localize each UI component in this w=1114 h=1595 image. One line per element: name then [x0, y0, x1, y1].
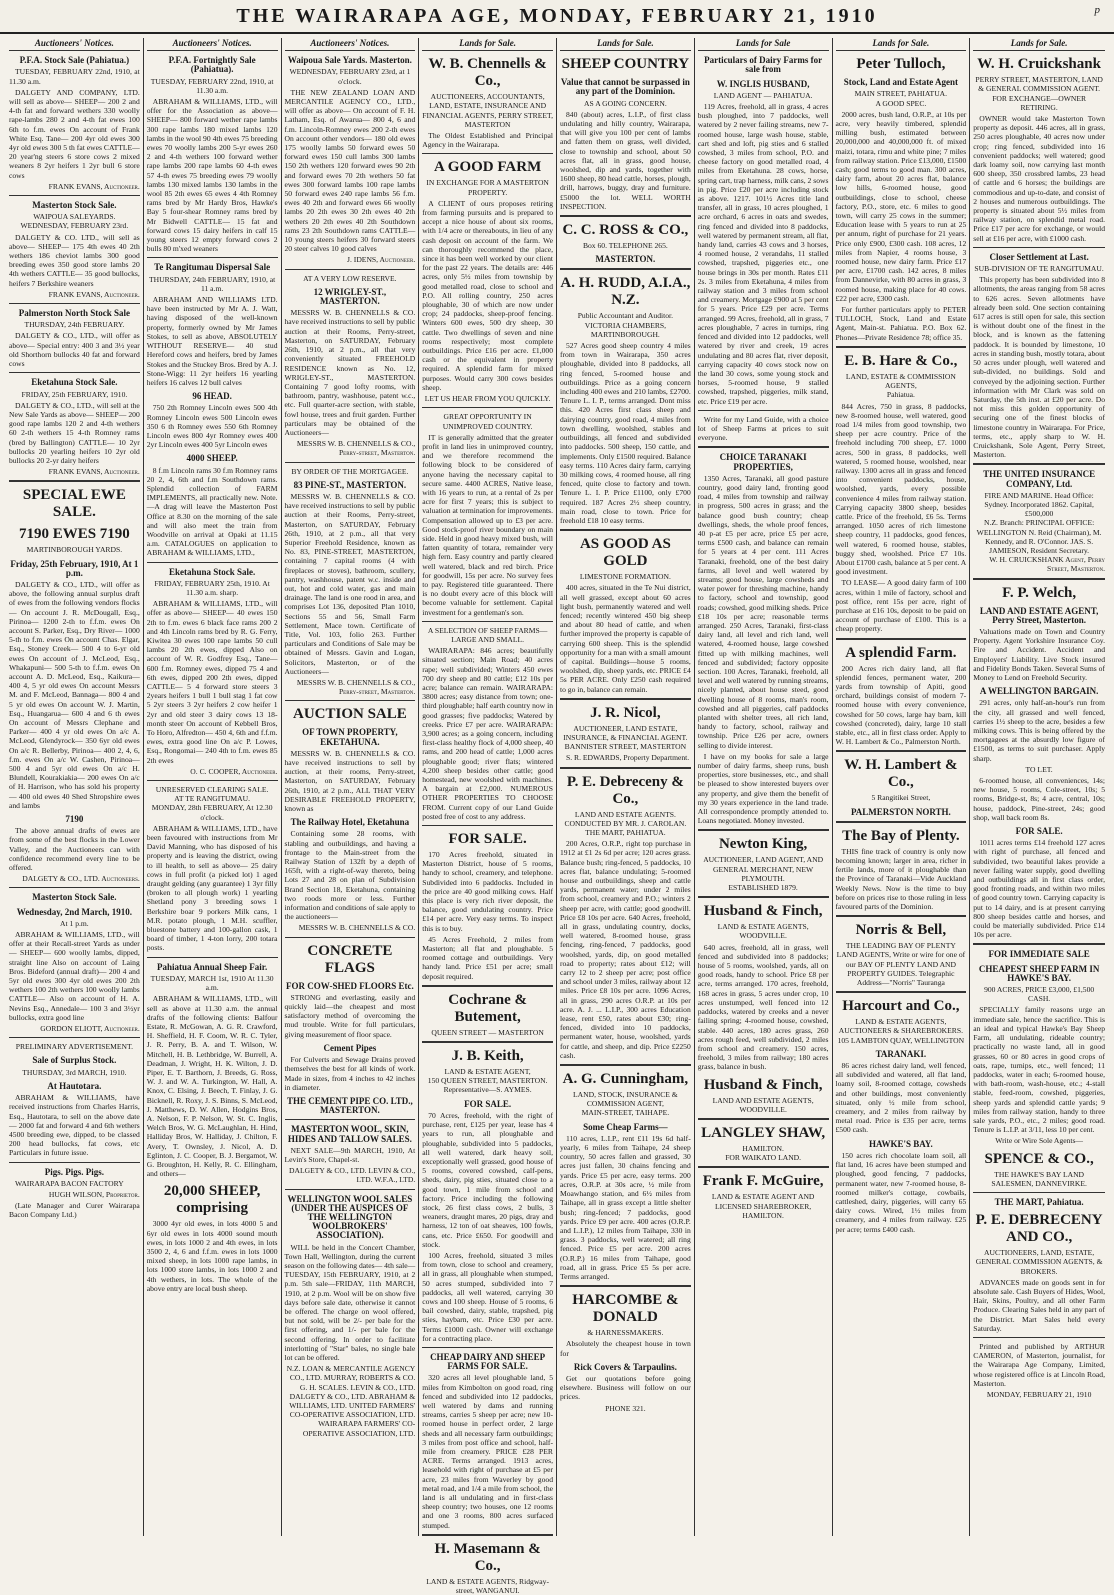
newspaper-title: THE WAIRARAPA AGE, MONDAY, FEBRUARY 21, 1910 — [236, 4, 878, 27]
ad-body-text: 291 acres, only half-an-hour's run from the city, all grassed and well fenced, carries 1½ sheep to the acre, besides a few milking cows. This is being offered by the mortgagees at the absurdly low figure of £1500, as terms to suit purchaser. Apply sharp. — [973, 698, 1105, 763]
ad-heading: LAND AND ESTATE AGENT, Perry Street, Masterton. — [979, 605, 1099, 625]
ad-centered-line: AT TE RANGITUMAU. — [174, 794, 251, 804]
ad-body-text: OWNER would take Masterton Town property as deposit. 446 acres, all in grass, 250 acres ploughable, 40 acres now under crop; ring fenced, subdivided into 16 convenient paddocks; well watered; good dark loamy soil, now carrying last month 600 sheep, 350 crossbred lambs, 23 head of cattle and 6 horses; the buildings are commodious and up-to-date, and consist of 2 houses and numerous outbuildings. The property is situated about 5½ miles from railway station, on splendid metal road. Price £17 per acre for exchange, or would sell at £16 per acre, with £1000 cash. — [973, 114, 1105, 243]
divider — [285, 462, 416, 463]
column-5 — [557, 38, 695, 1536]
divider — [147, 562, 278, 563]
ad-body-text: 200 Acres, O.R.P., right top purchase in 1912 at £1 2s 6d per acre; 120 acres grass. Balance bush; ring-fenced, 5 paddocks, 10 acres flat, balance undulating; 5-roomed house and outbuildings, sheep and cattle yards, permanent water; under 2 miles from school, creamery and P.O.; winters 2 sheep per acre, with cattle; good goodwill. Price £8 10s per acre. 640 Acres, freehold, all in grass, undulating country, docks, well watered, 8-roomed house, grass fencing, ring-fenced, 7 paddocks, good woolshed, yards, dip, on good metalled road to property; rates about £12; will carry 12 to 2 sheep per acre; post office and school under 3 miles, railway about 12 miles. Price £8 10s per acre. 1096 Acres, all in grass, 290 acres O.R.P. at 10s per acre. A. J. ... L.I.P., 300 acres Education lease, rent £50, rates about £30; ring-fenced, divided into 10 paddocks, permanent water, house, woolshed, yards for cattle, and sheep, and dip. Price £2250 cash. — [560, 839, 691, 1060]
ad-centered-line: LAND & ESTATE AGENTS, WOODVILLE. — [717, 922, 809, 941]
ad-centered-line: BY ORDER OF THE MORTGAGEE. — [291, 466, 409, 476]
ad-body-text: 100 Acres, freehold, situated 3 miles from town, close to school and creamery, all in grass, all ploughable when stumped, 50 acres stumped, subdivided into 7 paddocks, all well watered, carrying 30 cows and 100 sheep. House of 5 rooms, 6 bail cowshed, dairy, stable, trapshed, pig sties, haybarn, etc. Price £30 per acre. Terms £1000 cash. Owner will exchange for a contracting place. — [422, 1250, 553, 1343]
ad-heading: THE UNITED INSURANCE COMPANY, Ltd. — [983, 469, 1096, 489]
column-section-heading: Auctioneers' Notices. — [285, 38, 416, 51]
ad-centered-line: 900 ACRES, PRICE £3,000, £1,500 CASH. — [984, 985, 1095, 1004]
ad-heading: At Hautotara. — [47, 1080, 102, 1091]
ad-body-text: 1011 acres terms £14 freehold 127 acres with right of purchase, all fenced and subdivided, two beautiful lakes provide a never failing water supply, good dwelling and outbuildings all in first class order, good fronting roads, and within two miles of good country town. Carrying capacity is put to 14 dairy, and is at present carrying 800 sheep besides cattle and horses, and could be materially subdivided. Price £14 10s per acre. — [973, 838, 1105, 940]
ad-heading: OF TOWN PROPERTY, EKETAHUNA. — [302, 727, 398, 747]
ad-body-text: DALGETY AND COMPANY, LTD. will sell as above— SHEEP— 200 2 and 4-th fat and forward wethers 330 woolly rape-lambs 280 2 and 4-th fat ewes 100 6th to f.m. ewes On account of Frank White Esq. Tane— 200 4yr old ewes 300 4yr old ewes 300 5 th fat ewes CATTLE— 20 year'ng steers 6 store cows 2 mixed weaners 8 2yr heifers 1 2yr bull 6 store cows — [9, 87, 140, 180]
ad-heading: Masterton Stock Sale. — [32, 892, 117, 903]
divider — [973, 1337, 1105, 1338]
ad-centered-line: UNRESERVED CLEARING SALE. — [155, 785, 269, 795]
ad-centered-line: & HARNESSMAKERS. — [587, 1328, 664, 1338]
ad-body-text: (Late Manager and Curer Wairarapa Bacon Company Ltd.) — [9, 1201, 140, 1220]
ad-centered-line: MAIN STREET, PAHIATUA. — [854, 89, 948, 99]
ad-signature: N.Z. LOAN & MERCANTILE AGENCY CO., LTD. MURRAY, ROBERTS & CO. G. H. SCALES. LEVIN & CO., LTD. DALGETY & CO., LTD. ABRAHAM & WILLIAMS, LTD. UNITED FARMERS' CO-OPERATIVE ASSOCIATION, LTD. WAIRARAPA FARMERS' CO-OPERATIVE ASSOCIATION, LTD. — [286, 1364, 416, 1438]
divider — [836, 915, 967, 917]
divider — [422, 985, 553, 987]
ad-centered-line: 5 Rangitikei Street, — [871, 793, 931, 803]
divider — [285, 700, 416, 701]
divider — [560, 1064, 691, 1066]
ad-display-heading: Norris & Bell, — [855, 922, 947, 939]
ad-heading: Palmerston North Stock Sale — [18, 308, 130, 319]
page-mark: p — [1094, 4, 1100, 16]
column-section-heading: Lands for Sale. — [836, 38, 967, 51]
ad-body-text: Containing some 28 rooms, with stabling and outbuildings, and having a frontage to the Main-street from the Railway Station of 132ft by a depth of 165ft, with a right-of-way thereto, being Lots 27 and 28 on plan of Subdivision Brand Section 18, Eketahuna, containing two roods more or less. Further information and conditions of sale apply to the auctioneers— — [284, 829, 416, 922]
ad-heading: THE MART, Pahiatua. — [994, 1196, 1084, 1207]
ad-heading: 7190 — [65, 814, 84, 825]
ad-body-text: ABRAHAM & WILLIAMS, LTD., will sell as above at 11.30 a.m. the annual drafts of the following clients: Balfour Estate, R. McGowan, A. G. R. Crawford, H. Sheffield, H. F. Coom, W. R. C. Tyler, J. R. Perry, B. A. and T. Wilson, W. Mitchell, H. B. Lethbridge, W. Burrell, A. Deadman, J. Wright, H. K. Wilton, J. D. Piper, E. T. Barthorn, J. Breeds, G. Ross, W. J. and W. A. Turkington, W. Hall, A. Knox, C. Elsing, J. Beech, T. Finlay, J. G. Bicknell, R. Roxy, J. S. Binns, S. McLeod, J. Matthews, D. W. Allen, Hodgins Bros, A. Nelson, F. P. Nelson, W. St. C. Inglis, Welch Bros, W. G. McLaughlan, H. Hind, Halliday Bros, W. Halliday, J. Chilton, F. Avery, T. Ownsley, J. Nicol, A. D. Eglinton, J. C. Cooper, B. J. Bergamot, W. G. Broughton, H. Kelly, R. C. Ellingham, and others— — [146, 994, 278, 1179]
ad-centered-line: Public Accountant and Auditor. VICTORIA CHAMBERS, MARTINBOROUGH. — [577, 311, 674, 339]
ad-display-heading: W. H. Cruickshank — [977, 56, 1101, 73]
ad-body-text: ABRAHAM & WILLIAMS, LTD., will offer at their Recall-street Yards as under— SHEEP— 600 woolly lambs, dipped, straight line Also on account of Laing Bros. Bideford (annual draft)— 200 4 and 5yr old ewes 300 4yr old ewes 200 2th wethers 100 2th wethers 100 woolly lambs CATTLE— Also on account of H. A. Nevins Esq., Annedale— 100 3 and 3½yr bullocks, extra good line — [9, 930, 140, 1022]
ad-body-text: DALGETY & CO. LTD., will sell as above— SHEEP— 175 4th ewes 40 2th wethers 186 cheviot lambs 300 good breeding ewes 350 good store lambs 20 4th wethers CATTLE— 35 good bullocks, heifers 7 Berkshire weaners — [9, 232, 140, 288]
ad-heading: FOR COW-SHED FLOORS Etc. — [286, 980, 414, 991]
ad-display-heading: H. Masemann & Co., — [434, 1540, 541, 1574]
ad-body-text: For further particulars apply to PETER TULLOCH, Stock, Land and Estate Agent, Main-st. Pahiatua. P.O. Box 62. Phones—Private Residence 78; office 35. — [835, 305, 967, 342]
ad-heading: Pahiatua Annual Sheep Fair. — [157, 961, 268, 972]
ad-heading: PALMERSTON NORTH. — [850, 806, 951, 817]
ad-centered-line: LAND AGENT — PAHIATUA. — [713, 90, 813, 100]
ad-body-text: TUESDAY, FEBRUARY 22nd, 1910, at 11.30 a.m. — [9, 67, 140, 86]
ad-heading: Sale of Surplus Stock. — [32, 1055, 117, 1066]
ad-centered-line: WEDNESDAY, FEBRUARY 23rd. — [20, 221, 129, 231]
ad-body-text: MESSRS W. B. CHENNELLS & CO. have received instructions to sell by public auction at their Rooms, Perry-street, Masterton, on SATURDAY, February 26th, 1910, at 2 p.m., all that very conveniently situated FREEHOLD RESIDENCE known as No. 12, WRIGLEY-ST., MASTERTON. Containing 7 good lofty rooms, with bathroom, pantry, washhouse, patent w.c., etc. Full quarter-acre section, with stable, fowl house, trees and fruit garden. Further particulars may be obtained of the Auctioneers— — [284, 308, 416, 437]
ad-centered-line: THURSDAY, 3rd MARCH, 1910. — [22, 1067, 127, 1077]
divider — [9, 887, 140, 888]
column-7 — [833, 38, 971, 1536]
ad-centered-line: LAND, STOCK, INSURANCE & COMMISSION AGENT, — [573, 1090, 678, 1109]
column-2 — [144, 38, 282, 1536]
divider — [698, 446, 829, 448]
ad-heading: P.F.A. Fortnightly Sale (Pahiatua). — [168, 55, 256, 75]
ad-body-text: 3000 4yr old ewes, in lots 4000 5 and 6yr old ewes in lots 4000 sound mouth ewes, in lots 1000 2 and 4th ewes, in lots 3500 2, 4, 6 and f.f.m. ewes in lots 1000 mixed sheep, in lots 1000 rape lambs, in lots 1000 store lambs, in lots 1000 2 and 4th wethers, in lots. The whole of the above entry are local bush sheep. — [146, 1219, 278, 1293]
ad-body-text: 150 acres rich chocolate loam soil, all flat land, 16 acres have been stumped and ploughed, good fencing, 7 paddocks, permanent water, new 7-roomed house, 8-roomed milker's cottage, cowbails, cattleshed, dairy, piggeries, will carry 65 dairy cows. Wired, 1½ miles from creamery, and 4 miles from railway. £25 per acre; terms £400 cash. — [835, 1150, 967, 1234]
divider — [560, 767, 691, 769]
divider — [560, 215, 691, 217]
ad-centered-line: QUEEN STREET — MASTERTON — [431, 1027, 544, 1037]
ad-heading: CHEAP DAIRY AND SHEEP FARMS FOR SALE. — [430, 1351, 546, 1372]
ad-signature: MESSRS W. B. CHENNELLS & CO., Perry-street, Masterton. — [296, 439, 416, 458]
divider — [9, 480, 140, 482]
divider — [285, 1189, 416, 1190]
ad-body-text: WILL be held in the Concert Chamber, Town Hall, Wellington, during the current season on the following dates— 4th sale—TUESDAY, 15th FEBRUARY, 1910, at 2 p.m. 5th sale—FRIDAY, 11th MARCH, 1910, at 2 p.m. Wool will be on show five days before sale date, otherwise it cannot be offered. The charge on wool offered, but not sold, will be 2/- per bale for the first offering, and 1/- per bale for the second offering. In order to facilitate interlotting of "Star" bales, no single bale lot can be offered. — [284, 1242, 416, 1362]
ad-centered-line: A SELECTION OF SHEEP FARMS— LARGE AND SMALL. — [427, 625, 548, 644]
ad-heading: Eketahuna Stock Sale. — [31, 377, 118, 388]
ad-body-text: ABRAHAM & WILLIAMS, have received instructions from Charles Harris, Esq., Hautotara, to sell on the above date— 2000 fat and forward 4 and 6th wethers 4500 breeding ewe, dipped, to be classed 200 head bullocks, fat cows, etc Particulars in future issue. — [9, 1093, 140, 1158]
divider — [698, 1166, 829, 1168]
ad-heading: HAWKE'S BAY. — [868, 1138, 933, 1149]
ad-signature: J. IDENS, Auctioneer. — [347, 255, 416, 265]
ad-heading: Closer Settlement at Last. — [989, 251, 1089, 262]
ad-centered-line: FOR EXCHANGE—OWNER RETIRING. — [992, 93, 1087, 112]
divider — [9, 1162, 140, 1163]
column-section-heading: Lands for Sale. — [560, 38, 691, 51]
divider — [836, 821, 967, 823]
divider — [836, 750, 967, 752]
ad-display-heading: P. E. DEBRECENY AND CO., — [975, 1212, 1103, 1246]
ad-display-heading: Husband & Finch, — [703, 903, 823, 920]
ad-body-text: ABRAHAM & WILLIAMS, LTD., will offer as above— SHEEP— 40 ewes 150 2th to f.m. ewes 6 black face rams 200 2 and 4th Lincoln rams bred by R. G. Ferry, Kiwitea 30 ewes 100 rape lambs 50 cull lambs 20 2th ewes, dipped Also on account of W. R. Godfrey Esq., Tane— 600 f.m. Romney ewes, dipped 75 4 and 6th ewes, dipped 200 2th ewes, dipped CATTLE— 5 4 forward store steers 3 2years heifers 1 bull 1 bull stag 1 fat cow 5 2yr steers 3 2yr heifers 2 cow heifer 1 2yr and old steer 3 dairy cows 13 18-month steer On account of Kebbell Bros, To Horo, Alfredton— 450 4, 6th and f.f.m. ewes, extra good line On a/c P. Lowes, Esq., Rongomai— 240 4th to f.m. ewes 85 2th ewes — [146, 599, 278, 765]
divider — [422, 825, 553, 826]
ad-centered-line: AUCTIONEER, LAND ESTATE, INSURANCE, & FINANCIAL AGENT. — [563, 723, 688, 742]
ad-body-text: 2000 acres, bush land, O.R.P., at 10s per acre, very heavily timbered, splendid milling bush, estimated between 20,000,000 and 40,000,000 ft. of mixed maizi, totara, rimu and white pine; 7 miles from railway station. Price £13,000, £1500 cash; good terms to good man. 300 acres, dairy farm, about 20 acres flat, balance low hills, 6-roomed house, good outbuildings, close to school, cheese factory, P.O., store, etc. 6 miles to good town, will carry 25 cows in the summer; Education lease with 5 years to run at 25 per annum, right of purchase for 21 years. Price only £900, £300 cash. 108 acres, 12 miles from Napier, 4 rooms house, 3 roomed house, new dairy farm. Price £17 per acre, £1700 cash. 142 acres, 8 miles from Dannevirke, with 80 acres in grass, 3 roomed house, making place for 40 cows. £22 per acre, £300 cash. — [835, 109, 967, 303]
ad-centered-line: PHONE 321. — [605, 1403, 646, 1413]
ad-display-heading: SHEEP COUNTRY — [561, 56, 690, 73]
ad-centered-line: LAND & ESTATE AGENT, — [444, 1067, 531, 1077]
divider — [698, 410, 829, 411]
divider — [560, 1285, 691, 1287]
ad-centered-line: WAIPOUA SALEYARDS. — [33, 212, 116, 222]
ad-body-text: Valuations made on Town and Country Property. Agent Yorkshire Insurance Coy. Fire and Accident. Accident and Employers' Liability. Live Stock insured and Fidelity Bonds Taken. Several Sums of Money to Lend on Freehold Security. — [973, 626, 1105, 682]
ad-body-text: ABRAHAM & WILLIAMS, LTD., will offer for the Association as above— SHEEP— 800 forward wether rape lambs 300 rape lambs 180 mixed lambs 120 lambs in the wool 90 4th ewes 75 breeding ewes 70 woolly lambs 200 5-yr ewes 260 2 and 4-th wethers 100 forward wether rape lambs 200 rape lambs 60 4-th ewes 57 4-th ewes 75 breeding ewes 79 woolly lambs 130 mixed lambs 130 lambs in the wool 85 2th ewes 65 ewes 4 4th Romney rams bred by Mr Hardy Bros, Hawke's Bay 5 four-shear Romney rams bred by Mr Bidwell CATTLE— 15 fat and forward cows 15 dairy heifers in calf 15 young steers 12 empty forward cows 2 bulls 80 m'xed weaners — [146, 97, 278, 254]
ad-signature: O. C. COOPER, Auctioneer. — [190, 766, 278, 776]
ad-centered-line: At 1 p.m. — [60, 918, 89, 928]
divider — [560, 529, 691, 531]
ad-centered-line: THE HAWKE'S BAY LAND SALESMEN, DANNEVIRKE. — [991, 1169, 1087, 1188]
ad-body-text: I have on my books for sale a large number of dairy farms, sheep runs, bush properties, store businesses, etc., and shall be pleased to show interested buyers over any property, and give them the benefit of my 30 years experience in the land trade. All correspondence promptly attended to. Loans negotiated. Money invested. — [697, 751, 829, 826]
ad-display-heading: A splendid Farm. — [845, 644, 957, 661]
divider — [973, 247, 1105, 248]
ad-body-text: 6-roomed house, all conveniences, 14s; new house, 5 rooms, Cole-street, 10s; 5 rooms, Bridge-st, 8s; 4 acre, central, 10s; house, paddock, Pine-street, 24s; good shop, wall back room 8s. — [973, 776, 1105, 822]
ad-centered-line: FRIDAY, 25th FEBRUARY, 1910. — [21, 389, 128, 399]
divider — [973, 578, 1105, 580]
ad-body-text: This property has been subdivided into 8 allotments, the areas ranging from 58 acres to 626 acres. Seven allotments have already been sold. One section containing 617 acres is still open for sale, this section is without doubt one of the finest in the block, and is known as the fattening paddock. It is bounded by limestone, 10 acres in standing bush, mostly totara, about 50 acres under plough, well watered and sub-divided, no buildings. Sold and conveyed by the adjoining section. Further information with Mr Clark was sold on Saturday, the 5th inst. at £20 per acre. Do not miss this golden opportunity of securing one of the finest blocks of limestone country in Wairarapa. For Price, terms, etc., apply sharp to W. H. Cruickshank, Sole Agent, Perry Street, Masterton. — [973, 275, 1105, 460]
ad-body-text: For Culverts and Sewage Drains proved themselves the best for all kinds of work. Made in sizes, from 4 inches to 42 inches in diameter. — [284, 1055, 416, 1092]
ad-signature: FRANK EVANS, Auctioneer. — [48, 467, 140, 477]
ad-body-text: DALGETY & CO., LTD., will sell at the New Sale Yards as above— SHEEP— 200 good rape lambs 120 2 and 4-th wethers 60 2-th wethers 15 4-th Romney rams (bred by Ballington) CATTLE— 10 2yr bullocks 20 yearling heifers 10 2yr old bullocks 20 2-yr dairy heifers — [9, 400, 140, 465]
ad-body-text: S. R. EDWARDS, Property Department. — [566, 753, 690, 763]
column-4 — [419, 38, 557, 1595]
ad-centered-line: HAMILTON. — [742, 1143, 784, 1153]
ad-heading: Pigs. Pigs. Pigs. — [44, 1166, 104, 1177]
ad-body-text: The Oldest Established and Principal Agency in the Wairarapa. — [422, 131, 553, 150]
ad-centered-line: WEDNESDAY, FEBRUARY 23rd, at 1 o'clock. — [289, 67, 411, 86]
ad-signature: DALGETY & CO., LTD. Auctioneers. — [22, 874, 140, 884]
ad-centered-line: LAND AND ESTATE AGENTS. CONDUCTED BY MR. J. CAROLAN. THE MART, PAHIATUA. — [564, 809, 687, 837]
divider — [147, 257, 278, 258]
ad-centered-line: LAND AND ESTATE AGENTS, WOODVILLE. — [712, 1095, 814, 1114]
ad-centered-line: THURSDAY, 24th FEBRUARY, 1910, at 11 a.m. — [149, 274, 276, 293]
ad-heading: Friday, 25th February, 1910, At 1 p.m. — [10, 558, 139, 578]
ad-display-heading: 20,000 SHEEP, comprising — [163, 1183, 261, 1217]
ad-centered-line: A GOOD SPEC. — [875, 98, 927, 108]
ad-display-heading: Husband & Finch, — [703, 1076, 823, 1093]
ad-body-text: 400 acres, situated in the Te Nui district, all well grassed, except about 60 acres light bush, permanently watered and well fenced; recently wintered 450 big sheep and about 80 head of cattle, and when further improved the property is capable of carrying 600 sheep. This is the splendid opportunity for a man with a small amount of capital. Buildings—house 5 rooms, woolshed, dip, sheep yards, etc. PRICE £4 5s PER ACRE. Only £250 cash required to go in, balance can remain. — [560, 583, 691, 694]
column-1 — [6, 38, 144, 1536]
ad-display-heading: A GOOD FARM — [434, 159, 542, 176]
divider — [973, 943, 1105, 945]
ad-display-heading: W. B. Chennells & Co., — [428, 56, 547, 90]
ad-centered-line: Pahiatua. — [886, 390, 915, 400]
ad-centered-line: AUCTIONEER, LAND AGENT, AND GENERAL MERCHANT, NEW PLYMOUTH. — [703, 855, 824, 883]
ad-heading: 4000 SHEEP. — [186, 453, 238, 464]
divider — [422, 1041, 553, 1043]
ad-body-text: 750 2th Romney Lincoln ewes 500 4th Romney Lincoln ewes 500 Lincoln ewes 350 6 th Romney ewes 550 6th Romney Lincoln ewes 800 4yr Romney ewes 400 2yr Lincoln ewes 400 5yr Lincoln ewes — [146, 403, 278, 450]
ad-body-text: Write for my Land Guide, with a choice lot of Sheep Farms at prices to suit everyone. — [697, 414, 829, 443]
ad-heading: CHEAPEST SHEEP FARM IN HAWKE'S BAY. — [978, 963, 1100, 983]
ad-heading: P.F.A. Stock Sale (Pahiatua.) — [19, 55, 130, 66]
ad-body-text: 45 Acres Freehold, 2 miles from Masterton; all flat and ploughable. 5 roomed cottage and outbuildings. Very handy land. Price £51 per acre; small deposit required. — [422, 934, 553, 981]
ad-body-text: NEXT SALE—9th MARCH, 1910, At Levin's Store, Chapel-st. — [284, 1145, 416, 1164]
divider — [285, 1119, 416, 1120]
column-6 — [695, 38, 833, 1536]
divider — [422, 1534, 553, 1536]
ad-centered-line: PERRY STREET, MASTERTON, LAND & GENERAL COMMISSION AGENT. — [975, 75, 1103, 94]
ad-body-text: A CLIENT of ours proposes retiring from farming pursuits and is prepared to accept a nice house of about six rooms, with 1/4 acre or thereabouts, in lieu of any cash deposit on account of the farm. We can thoroughly recommend the place, since it has been well worked by our client for the past 22 years. The details are: 446 acres, only 5½ miles from township by good metalled road, close to school and P.O. All rolling country, 250 acres ploughable, 30 of which are now under crop; 24 paddocks, sheep-proof fencing. Winters 600 ewes, 500 dry sheep, 30 cattle. Two dwellings of seven and nine rooms respectively; most complete outbuildings. Price £16 per acre. £1,000 cash or the equivalent in property required. A splendid farm for mixed purposes. Would carry 300 cows besides sheep. — [422, 198, 553, 392]
ad-display-heading: J. R. Nicol, — [590, 704, 661, 721]
ad-display-heading: LANGLEY SHAW, — [701, 1124, 826, 1141]
divider — [422, 621, 553, 622]
ad-centered-line: FIRE AND MARINE. Head Office: Sydney. Incorporated 1862. Capital, £500,000 — [984, 490, 1094, 519]
ad-heading: The Railway Hotel, Eketahuna — [290, 817, 410, 828]
ad-centered-line: LIMESTONE FORMATION. — [579, 572, 671, 582]
ad-heading: Stock, Land and Estate Agent — [843, 77, 959, 88]
ad-body-text: Absolutely the cheapest house in town for — [560, 1339, 691, 1358]
ad-heading: Value that cannot be surpassed in any part of the Dominion. — [560, 77, 690, 97]
ad-body-text: 86 acres richest dairy land, well fenced, all subdivided and watered, all flat land, loamy soil, 8-roomed cottage, cowsheds and other buildings, most conveniently situated, only ½ mile from school, creamery, and 2 miles from railway by metal road. Price is £35 per acre, terms £500 cash. — [835, 1061, 967, 1135]
ad-heading: Wednesday, 2nd March, 1910. — [16, 906, 133, 917]
ad-display-heading: E. B. Hare & Co., — [844, 352, 958, 369]
ad-body-text: 119 Acres, freehold, all in grass, 4 acres bush ploughed, into 7 paddocks, well watered by 2 never failing streams, new 7-roomed house, large wash house, stable, cart shed and loft, pig sties and 6 stalled cowshed, 3 miles from school, P.O. and cheese factory on good metalled road, 4 miles from Eketahuna. 28 cows, horse, spring cart, trap harness, milk cans, 2 sows in pig. Price £20 per acre including stock as above. 1217. 101½ Acres title land transfer, all in grass, 10 acres ploughed, 1 acre orchard, 6 acres in oats and swedes, ring fenced and divided into 8 paddocks, well watered by permanent stream, all flat, handy land, carries 43 cows and 3 horses, 4 roomed house, 2 verandahs, 11 stalled cowshed, trapshed, piggeries etc., one house brings in 30s per month. Rates £11 2s. 3 miles from Eketahuna, 4 miles from railway station and 3 miles from school and creamery. Mortgage £900 at 5 per cent for 5 years. Price £29 per acre. Terms arranged. 99 Acres, freehold, all in grass, 7 acres ploughable, 7 acres in turnips, ring fenced and divided into 12 paddocks, well watered by river and creek, 19 acres undulating and 80 acres flat, river deposit, carrying capacity 40 cows stock now on the land 30 cows, some young stock and horses, 5-roomed house, 9 stalled cowshed, trapshed, piggeries, milk stand, etc. Price £19 per acre. — [697, 102, 829, 406]
divider — [560, 268, 691, 270]
divider — [147, 780, 278, 781]
ad-signature: MESSRS W. B. CHENNELLS & CO., Perry-street, Masterton. — [296, 678, 416, 697]
column-section-heading: Lands for Sale. — [422, 38, 553, 51]
ad-centered-line: THE LEADING BAY OF PLENTY LAND AGENTS, Write or wire for one of our BAY OF PLENTY LAND AND PROPERTY GUIDES. Telegraphic Address—"Norris" Tauranga — [836, 941, 966, 988]
divider — [973, 1192, 1105, 1193]
divider — [973, 463, 1105, 465]
ad-body-text: 320 acres all level ploughable land, 5 miles from Kimbolton on good road, ring fenced and subdivided into 12 paddocks, well watered by dams and running streams, carries 5 sheep per acre; new 10-roomed house in perfect order, 2 large sheds and all necessary farm outbuildings; 3 miles from post office and school, half-mile from creamery. PRICE £28 PER ACRE. Terms arranged. 1913 acres, leasehold with right of purchase at £5 per acre, 23 miles from Waverley by good metal road, and 1/4 a mile from school, the land is all undulating and in first-class sheep country; two houses, one 12 rooms and one 3 rooms, 800 acres surfaced stumped. — [422, 1373, 553, 1530]
ad-display-heading: AS GOOD AS GOLD — [579, 536, 671, 570]
ad-heading: Te Rangitumau Dispersal Sale — [154, 262, 271, 273]
ad-heading: A WELLINGTON BARGAIN. — [979, 686, 1099, 697]
ad-display-heading: Harcourt and Co., — [842, 998, 960, 1015]
ad-body-text: 8 f.m Lincoln rams 30 f.m Romney rams 20 2, 4, 6th and f.m Southdown rams. Splendid collection of FARM IMPLEMENTS, all practically new. Note.—A drag will leave the Masterton Post Office at 8.30 on the morning of the sale and will also meet the train from Woodville on arrival at Opaki at 11.15 a.m. CATALOGUES on application to ABRAHAM & WILLIAMS, LTD., — [146, 465, 278, 558]
ad-centered-line: GREAT OPPORTUNITY IN UNIMPROVED COUNTRY. — [442, 412, 533, 431]
divider — [422, 407, 553, 408]
ad-display-heading: Newton King, — [718, 836, 808, 853]
ad-centered-line: LET US HEAR FROM YOU QUICKLY. — [424, 394, 551, 404]
ad-centered-line: ESTABLISHED 1879. — [728, 883, 798, 893]
divider — [9, 1037, 140, 1038]
divider — [9, 195, 140, 196]
ad-signature: W. H. CRUICKSHANK Agent, Perry Street, Masterton. — [989, 555, 1105, 574]
ad-centered-line: MAIN-STREET, TAIHAPE. — [581, 1108, 670, 1118]
ad-display-heading: FOR SALE. — [448, 831, 527, 848]
ad-display-heading: Frank F. McGuire, — [702, 1173, 824, 1190]
ad-centered-line: TUESDAY, FEBRUARY 22nd, 1910, at 11.30 a.m. — [150, 76, 274, 95]
ad-body-text: STRONG and everlasting, easily and quickly laid—the cheapest and most satisfactory method of overcoming the mud trouble. Write for full particulars, giving measurement of floor space. — [284, 992, 416, 1039]
ad-body-text: WAIRARAPA: 846 acres; beautifully situated section; Main Road; 40 acres rape; well subdivided; Winters 450 ewes 700 dry sheep and 80 cattle; £12 10s per acre; balance can remain. WAIRARAPA: 3800 acres; easy distance from town; one-third ploughable; half earth country now in good grasses; five paddocks; Watered by creeks. Price £7 per acre. WAIRARAPA: 3,900 acres; as a going concern, including first-class healthy flock of 4,000 sheep, 40 rams, and 200 head of cattle; 1,000 acres ploughable good; river flats; wintered 4,200 sheep besides other cattle; good homestead, new woolshed with machines. A bargain at £2,000. NUMEROUS OTHER PROPERTIES TO CHOOSE FROM. Current copy of our Land Guide posted free of cost to any address. — [422, 646, 553, 821]
column-section-heading: Lands for Sale — [698, 38, 829, 51]
divider — [560, 698, 691, 700]
divider — [422, 1347, 553, 1348]
ad-body-text: 527 Acres good sheep country 4 miles from town in Wairarapa, 350 acres ploughable, divided into 8 paddocks, all ring fenced, 5-roomed house and outbuildings. Price as a going concern including 400 ewes and 210 lambs, £2700. Tenure L. I. P., terms arranged. Dont miss this. 420 Acres first class sheep and dairying country, good road, 4 miles from town dwelling, woolshed, stables and outbuildings, all fenced and subdivided into paddocks. 500 sheep, 150 cattle, and implements. Only £1500 required. Balance easy terms. 110 Acres dairy farm, carrying 30 milking cows, 4 roomed house, all ring fenced, quite close to factory and town. Tenure L. I. P. Price £1100, only £700 required. 187 Acres 2½ sheep country, main road, close to town. Price for freehold £18 10 easy terms. — [560, 341, 691, 525]
ad-body-text: 170 Acres freehold, situated in Masterton District, house of 5 rooms, handy to school, creamery, and telephone. Subdivided into 6 paddocks. Included in the price are 40 good milking cows. Half this place is very rich river deposit, the balance, good undulating country. Price £14 per acre. Very easy terms. To inspect this is to buy. — [422, 850, 553, 933]
ad-display-heading: A. G. Cunningham, — [562, 1071, 689, 1088]
ad-centered-line: AT A VERY LOW RESERVE. — [303, 273, 397, 283]
ad-centered-line: MARTINBOROUGH YARDS. — [26, 545, 123, 555]
ad-centered-line: AUCTIONEERS, LAND, ESTATE, GENERAL COMMISSION AGENTS, & BROKERS. — [975, 1248, 1103, 1276]
ad-heading: FOR IMMEDIATE SALE — [988, 949, 1090, 960]
ad-display-heading: SPECIAL EWE SALE. — [22, 487, 126, 521]
column-8 — [970, 38, 1108, 1536]
ad-heading: TARANAKI. — [875, 1048, 927, 1059]
ad-centered-line: THURSDAY, 24th FEBRUARY. — [24, 320, 125, 330]
ad-centered-line: Write or Wire Sole Agents— — [995, 1136, 1084, 1146]
ad-display-heading: CONCRETE FLAGS — [307, 942, 393, 976]
ad-centered-line: LAND, ESTATE & COMMISSION AGENTS, — [845, 371, 956, 391]
ad-signature: GORDON ELIOTT, Auctioneer. — [40, 1024, 140, 1034]
divider — [285, 269, 416, 270]
ad-display-heading: J. B. Keith, — [451, 1048, 524, 1065]
column-section-heading: Auctioneers' Notices. — [9, 38, 140, 51]
ad-centered-line: LAND & ESTATE AGENTS, Ridgway-street, WANGANUI. — [426, 1576, 550, 1595]
ad-centered-line: FRIDAY, FEBRUARY 25th, 1910. At 11.30 a.m. sharp. — [154, 578, 270, 597]
ad-body-text: ABRAHAM & WILLIAMS, LTD., have been favoured with instructions from Mr David Manning, who has disposed of his property and is leaving the district, owing to ill health, to sell as above— 25 dairy cows in full profit (a picked lot) 1 aged draught gelding (any guarantee) 1 3yr filly (broken to all plough work) 1 yearling Shetland pony 3 breeding sows 1 Berkshire boar 9 porkers Milk cans, 1 M.R. potato plough, 1 M.H. scuffler, bluestone battery and 100-gallon cask, 1 board of timber, 1 4-ton lorry, 200 totara posts. — [146, 823, 278, 953]
ad-centered-line: N.Z. Branch: PRINCIPAL OFFICE: WELLINGTON N. Reid (Chairman), M. Kennedy, and R. O'Connor. JAS. S. JAMIESON, Resident Secretary. — [976, 518, 1102, 555]
masthead — [0, 0, 1114, 34]
ad-heading: FOR SALE. — [464, 1098, 512, 1109]
ad-body-text: THE NEW ZEALAND LOAN AND MERCANTILE AGENCY CO., LTD., will offer as above— On account of F. H. Latham, Esq. of Awarua— 800 4, 6 and f.m. Lincoln-Romney ewes 200 2-th ewes On account other vendors— 180 old ewes 175 woolly lambs 50 forward ewes 50 forward ewes 150 cull lambs 300 lambs 150 2th wethers 120 forward ewes 90 2th and forward ewes 70 2th wethers 50 fat ewes 300 forward lambs 100 rape lambs 50 forward ewes 240 rape lambs 56 f.m. ewes 40 2th and forward ewes 66 woolly lambs 20 2th ewes 30 2th ewes 40 2th wethers 20 2th ewes 40 2th Southdown rams 23 2th Southdown rams CATTLE— 10 young steers heifers 30 forward steers 20 steer calves 10 good calves — [284, 87, 416, 254]
ad-body-text: Printed and published by ARTHUR CAMERON, of Masterton, journalist, for the Wairarapa Age Company, Limited, whose registered office is at Lincoln Road, Masterton. — [973, 1341, 1105, 1388]
ad-display-heading: A. H. RUDD, A.I.A., N.Z. — [560, 275, 691, 309]
ad-centered-line: TUESDAY, MARCH 1st, 1910 At 11.30 a.m. — [150, 973, 274, 993]
ad-signature: FRANK EVANS, Auctioneer. — [48, 289, 140, 299]
column-3 — [282, 38, 420, 1536]
ad-body-text: DALGETY & CO., LTD., will offer as above, the following annual surplus draft of ewes from the following vendors flocks— On account J. R. McDougall, Esq., Pirinoa— 1200 2-th to f.f.m. ewes On account S. Parker, Esq., Dry River— 1000 5-th to f.m. ewes On account Chas. Elgar, Esq., Stoney Creek— 500 4 to 6-yr old ewes On account of J. McLeod, Esq., Whakapuni— 500 5-th to f.f.m. ewes On account A. D. McLeod, Esq., Kaikura— 400 4, 5 yr old ewes On account Messrs M. and F. McLeod, Bannaga— 800 4 and 5 yr old ewes On account W. J. Martin, Esq., Huangarua— 600 4 and 6 th ewes On account of Messrs Clephane and Parker— 400 4 yr old ewes On a/c A. McLeod, Glendyrock— 350 6yr old ewes On a/c R. Bellerby, Pirinoa— 400 2, 4, 6, f.m. ewes On a/c W. Cashen, Pirinoa— 500 4 and 5yr old ewes On a/c H. Blundell, Kourakiakia— 200 ewes On a/c of H. Harrison, who has sold his property— 400 old ewes 40 Shed Shropshire ewes and lambs — [9, 579, 140, 810]
ad-body-text: ABRAHAM AND WILLIAMS LTD. have been instructed by Mr A. J. Watt, having disposed of the well-known property, formerly owned by Mr James Stokes, to sell as above, ABSOLUTELY WITHOUT RESERVE— 40 stud Hereford cows and heifers, bred by James Stokes and the Stuckey Bros. Bred by A. J. Stone-Wigg: 11 2yr heifers 16 yearling heifers 16 calves 12 bull calves — [146, 295, 278, 387]
ad-centered-line: MONDAY, FEBRUARY 21, 1910 — [986, 1389, 1092, 1399]
ad-centered-line: AS A GOING CONCERN. — [584, 98, 667, 108]
ad-body-text: IT is generally admitted that the greater profit in land lies in unimproved country, and we therefore recommend the following block to be considered of anyone having the necessary capital to secure same. 4400 ACRES, Native lease, with 16 years to run, at a rental of 2s per acre for first 7 years; this is subject to valuation at termination for improvements. Compensation allowed up to £3 per acre. Good stock-proof river boundary on main side. Held in good heavy mixed bush, will fatten quantity of totara, remainder very high fern. Easy country and partly cleared well watered, black and red birch. Price for goodwill, 15s per acre. No survey fees to pay. Registered title guaranteed. There is no doubt every acre of this block will become valuable for settlement. Capital investment for a gentleman's son. — [422, 432, 553, 617]
ad-body-text: ADVANCES made on goods sent in for absolute sale. Cash Buyers of Hides, Wool, Hair, Skins, Poultry, and all other Farm Produce. Clearing Sales held in any part of the District. Mart Sales held every Saturday. — [973, 1277, 1105, 1333]
ad-display-heading: 7190 EWES 7190 — [18, 526, 130, 543]
ad-display-heading: Cochrane & Butement, — [448, 991, 527, 1025]
ad-display-heading: P. E. Debreceny & Co., — [566, 773, 684, 807]
divider — [836, 346, 967, 348]
ad-body-text: TO LEASE— A good dairy farm of 100 acres, within 1 mile of factory, school and post office, rent 15s per acre, right of purchase at £16 10s, deposit to be paid on account of purchase of £100. This is a cheap property. — [835, 578, 967, 634]
ad-body-text: Get our quotations before going elsewhere. Business will follow on our prices. — [560, 1373, 691, 1402]
divider — [836, 638, 967, 640]
ad-body-text: 840 (about) acres, L.I.P., of first class undulating and hilly country, Wairarapa, that will give you 100 per cent of lambs and fatten them on grass, well divided, close to township and school, about 50 acres flat, all in grass, good house, woolshed, dip and yards, together with 1600 sheep, 80 head cattle, horses, plough, drill, harrows, buggy, dray and furniture. £5000 the lot. WELL WORTH INSPECTION. — [560, 109, 691, 211]
ad-body-text: SPECIALLY family reasons urge an immediate sale, hence the sacrifice. This is an ideal and typical Hawke's Bay Sheep Farm, all undulating, rideable country; practically no waste land, all in good grasses, 60 or 80 acres in good crops of oats, rape, turnips, etc., well fenced; 11 paddocks, water in each; 6-roomed house, with bath-room, wash-house, etc.; 4-stall stable, feed-room, cowshed, piggeries, sheep yards and splendid cattle yards; 9 miles from railway station, handy to three sale yards, P.O., etc., 2 miles; good road. Tenure is L.I.P. at 3/11, less 10 per cent. — [973, 1005, 1105, 1135]
ad-signature: HUGH WILSON, Proprietor. — [48, 1189, 140, 1199]
ad-display-heading: The Bay of Plenty. — [842, 827, 960, 844]
ad-centered-line: LAND & ESTATE AGENT AND LICENSED SHAREBROKER, HAMILTON. — [711, 1192, 815, 1220]
ad-body-text: DALGETY & CO., LTD., will offer as above— Special entry: 400 3 and 3½ year old Shorthorn bullocks 40 fat and forward cows — [9, 331, 140, 369]
ad-display-heading: F. P. Welch, — [1002, 584, 1077, 601]
ad-display-heading: SPENCE & CO., — [984, 1150, 1094, 1167]
ad-centered-line: IN EXCHANGE FOR A MASTERTON PROPERTY. — [426, 178, 549, 197]
ad-body-text: MESSRS W. B. CHENNELLS & CO. have received instructions to sell by auction, at their rooms, Perry-street, Masterton, on SATURDAY, February 26th, 1910, at 2 p.m., ALL THAT VERY DESIRABLE FREEHOLD PROPERTY, known as — [284, 748, 416, 814]
ad-heading: CHOICE TARANAKI PROPERTIES, — [719, 452, 807, 472]
divider — [9, 372, 140, 373]
ad-heading: 83 PINE-ST., MASTERTON. — [293, 479, 407, 490]
ad-display-heading: AUCTION SALE — [292, 706, 407, 723]
column-section-heading: Lands for Sale. — [973, 38, 1105, 51]
ad-display-heading: C. C. ROSS & CO., — [562, 222, 689, 239]
ad-body-text: 640 acres, freehold, all in grass, well fenced and subdivided into 8 paddocks; house of 5 rooms, woolshed, yards, all on good roads, handy to school. Price £8 per acre, terms arranged. 170 acres, freehold, 168 acres in grass, 5 acres under crop, 10 acres unstumped, well fenced into 12 paddocks, watered by creeks and a never failing spring; 4-roomed house, cowshed, stable. 440 acres, 180 acres grass, 260 acres rough feed, well subdivided, 2 miles from school and creamery. 150 acres, freehold, 3 miles from railway; 180 acres grass, balance in bush. — [697, 942, 829, 1072]
ad-heading: 96 HEAD. — [192, 391, 232, 402]
divider — [698, 829, 829, 831]
ad-centered-line: 150 QUEEN STREET, MASTERTON. — [427, 1076, 548, 1086]
ad-heading: Rick Covers & Tarpaulins. — [573, 1361, 677, 1372]
ad-signature: MESSRS W. B. CHENNELLS & CO. — [298, 923, 416, 933]
ad-heading: Cement Pipes — [323, 1042, 377, 1053]
ad-heading: FOR SALE. — [1015, 826, 1063, 837]
ad-centered-line: AUCTIONEERS, ACCOUNTANTS, LAND, ESTATE, INSURANCE AND FINANCIAL AGENTS, PERRY STREET, MASTERTON — [422, 92, 553, 129]
ad-heading: MASTERTON. — [595, 254, 656, 265]
ad-heading: MASTERTON WOOL, SKIN, HIDES AND TALLOW SALES. — [287, 1124, 412, 1144]
ad-heading: 12 WRIGLEY-ST., MASTERTON. — [313, 286, 387, 307]
ad-centered-line: LAND & ESTATE AGENTS, AUCTIONEERS & SHAREBROKERS. 105 LAMBTON QUAY, WELLINGTON — [837, 1017, 965, 1045]
ad-body-text: 1350 Acres, Taranaki, all good pasture country, good dairy land, fronting good road, 4 miles from township and railway in progress, 500 acres in grass; and the balance good bush country; cheap dwellings, sheds, the whole proof fences, 40 p-at £5 per acre, price £5 per acre, terms £500 cash, and balance can remain for 5 years at 4 per cent. 111 Acres Taranaki, freehold, one of the best dairy farms, all level and well watered by streams; good house, large cowsheds and water power for threshing machine, handy to factory, school and township, good roads; cowshed, good milking sheds. Price £18 10s per acre; reasonable terms arranged. 250 Acres, Taranaki, first-class dairy land, all level and rich land, well watered, 4-roomed house, large cowshed fitted up with milking machines, well fenced and subdivided; factory opposite section. 100 Acres, Taranaki, freehold, all level and well watered by running streams, nicely planted, about house steed, good dwelling house of 8 rooms, man's room, cowshed and all piggeries, calf paddocks planted with shelter trees, all rich land, handy to factory, school, railway and township. Price £26 per acre, owners selling to divide interest. — [697, 473, 829, 750]
ad-centered-line: SUB-DIVISION OF TE RANGITUMAU. — [974, 264, 1104, 274]
ad-heading: WELLINGTON WOOL SALES (UNDER THE AUSPICES OF THE WELLINGTON WOOLBROKERS' ASSOCIATION). — [287, 1193, 413, 1241]
ad-centered-line: Representative—S. AYMES. — [443, 1085, 532, 1095]
ad-display-heading: Peter Tulloch, — [856, 56, 946, 73]
ad-body-text: MESSRS W. B. CHENNELLS & CO. have received instructions to sell by public auction at their Rooms, Perry-street, Masterton, on SATURDAY, February 26th, 1910, at 2 p.m., all that very Superior Freehold Residence, known as No. 83, PINE-STREET, MASTERTON, containing 7 capital rooms (4 with fireplaces or stoves), bathroom, scullery, pantry, washhouse, patent w.c. inside and out, hot and cold water, gas and main drainage. The land is one rood in area, and comprises Lot 136, deposited Plan 1010, Sections 55 and 56, Small Farm Settlement, Mace town. Certificate of Title, Vol. 103, folio 263. Further particulars and Conditions of Sale may be obtained of Messrs. Gavin and Logan, Solicitors, Masterton, or of the Auctioneers— — [284, 491, 416, 676]
ad-heading: THE CEMENT PIPE CO. LTD., MASTERTON. — [286, 1095, 413, 1116]
ad-heading: Masterton Stock Sale. — [32, 200, 117, 211]
ad-body-text: 200 Acres rich dairy land, all flat splendid fences, permanent water, 200 yards from township of Apiti, good orchard, buildings consist of modern 7-roomed house with every convenience, cowshed for 50 cows, large hay barn, kill cowshed (concreted), dairy, large 10 stall stable, etc., all in first class order. Apply to W. H. Lambert & Co., Palmerston North. — [835, 663, 967, 747]
ad-centered-line: PRELIMINARY ADVERTISEMENT. — [15, 1042, 133, 1052]
divider — [836, 991, 967, 993]
ad-heading: Waipoua Sale Yards. Masterton. — [287, 55, 412, 66]
ad-display-heading: HARCOMBE & DONALD — [572, 1292, 679, 1326]
ad-heading: Some Cheap Farms— — [583, 1121, 668, 1132]
ad-body-text: 70 Acres, freehold, with the right of purchase, rent, £125 per year, lease has 4 years to run, all ploughable and ploughable, subdivided into 5 paddocks, all well watered, dark heavy soil, exceptionally well grassed, good house of 5 rooms, covered cowshed, calf-pens, sheds, dairy, pig sties, situated close to a good town, 1 mile from school and factory. Price including the following stock, 26 first class cows, 2 bulls, 3 weaners, draught mares, 20 pigs, dray and harness, 12 ton of oat sheaves, 100 fowls, cans, etc. Price £650. For goodwill and stock. — [422, 1110, 553, 1249]
ad-signature: FRANK EVANS, Auctioneer. — [48, 181, 140, 191]
ad-centered-line: BANNISTER STREET, MASTERTON — [564, 742, 687, 752]
divider — [285, 937, 416, 938]
ad-body-text: The above annual drafts of ewes are from some of the best flocks in the Lower Valley, and the Auctioneers can with confidence recommend every line to be offered. — [9, 826, 140, 873]
divider — [9, 303, 140, 304]
divider — [698, 1118, 829, 1120]
ad-signature: DALGETY & CO., LTD. LEVIN & CO., LTD. W.F.A., LTD. — [289, 1166, 416, 1185]
divider — [422, 153, 553, 154]
ad-centered-line: FOR WAIKATO LAND. — [725, 1153, 802, 1163]
ad-heading: W. INGLIS HUSBAND, — [716, 78, 810, 89]
ad-body-text: WAIRARAPA BACON FACTORY — [15, 1178, 124, 1188]
ad-centered-line: TO LET. — [1025, 764, 1053, 774]
ad-centered-line: Box 60. TELEPHONE 265. — [582, 241, 668, 251]
ad-body-text: THIS fine track of country is only now becoming known; larger in area, richer in fertile lands, more of it ploughable than the Province of Taranaki—Vide Auckland Weekly News. Now is the time to buy before on prices rise to those ruling in less favoured parts of the Dominion. — [835, 846, 967, 912]
divider — [147, 957, 278, 958]
ad-centered-line: MONDAY, 28th FEBRUARY, At 12.30 o'clock. — [151, 803, 273, 822]
divider — [698, 896, 829, 898]
ad-heading: Eketahuna Stock Sale. — [168, 566, 256, 577]
ad-heading: Particulars of Dairy Farms for sale from — [704, 55, 823, 75]
page-columns — [6, 38, 1108, 1595]
ad-body-text: 110 acres, L.I.P., rent £11 19s 6d half-yearly, 6 miles from Taihape, 24 sheep country, 50 acres fallen and grassed, 30 acres just fallen, 30 chains fencing and yards. Price £5 per acre, easy terms. 200 acres, O.R.P. at 30s acre, ½ mile from Moawhango station, and 6½ miles from Taihape, all in grass except a little shelter bush; ring-fenced; 7 paddocks, good yards. Price £9 per acre. 400 acres (O.R.P. and L.I.P.), 12 miles from Taihape, 330 in grass. 3 paddocks, well watered; all ring fenced. Price £5 per acre. 200 acres (O.R.P.) 16 miles from Taihape, good road, all in grass. Price £5 5s per acre. Terms arranged. — [560, 1133, 691, 1281]
ad-body-text: 844 Acres, 750 in grass, 8 paddocks, new 8-roomed house, well watered, good road 1/4 miles from good township, two sheep per acre country. Price of the freehold including 700 sheep, £7. 1000 acres, 500 in grass, 8 paddocks, well watered, 5 roomed house, woolshed, near railway. 1300 acres all in grass and fenced into convenient paddocks, house, woolshed, yards, every possible convenience 4 miles from railway station. Carrying capacity 3800 sheep, besides cattle. Price of the freehold, £6 5s. Terms arranged. 1050 acres of rich limestone sheep country, 11 paddocks, good fences, well watered, 6 roomed house, stables, buggy shed, woolshed. Price £7 10s. About £1700 cash, balance at 5 per cent. A good investment. — [835, 401, 967, 577]
column-section-heading: Auctioneers' Notices. — [147, 38, 278, 51]
ad-display-heading: W. H. Lambert & Co., — [844, 757, 958, 791]
